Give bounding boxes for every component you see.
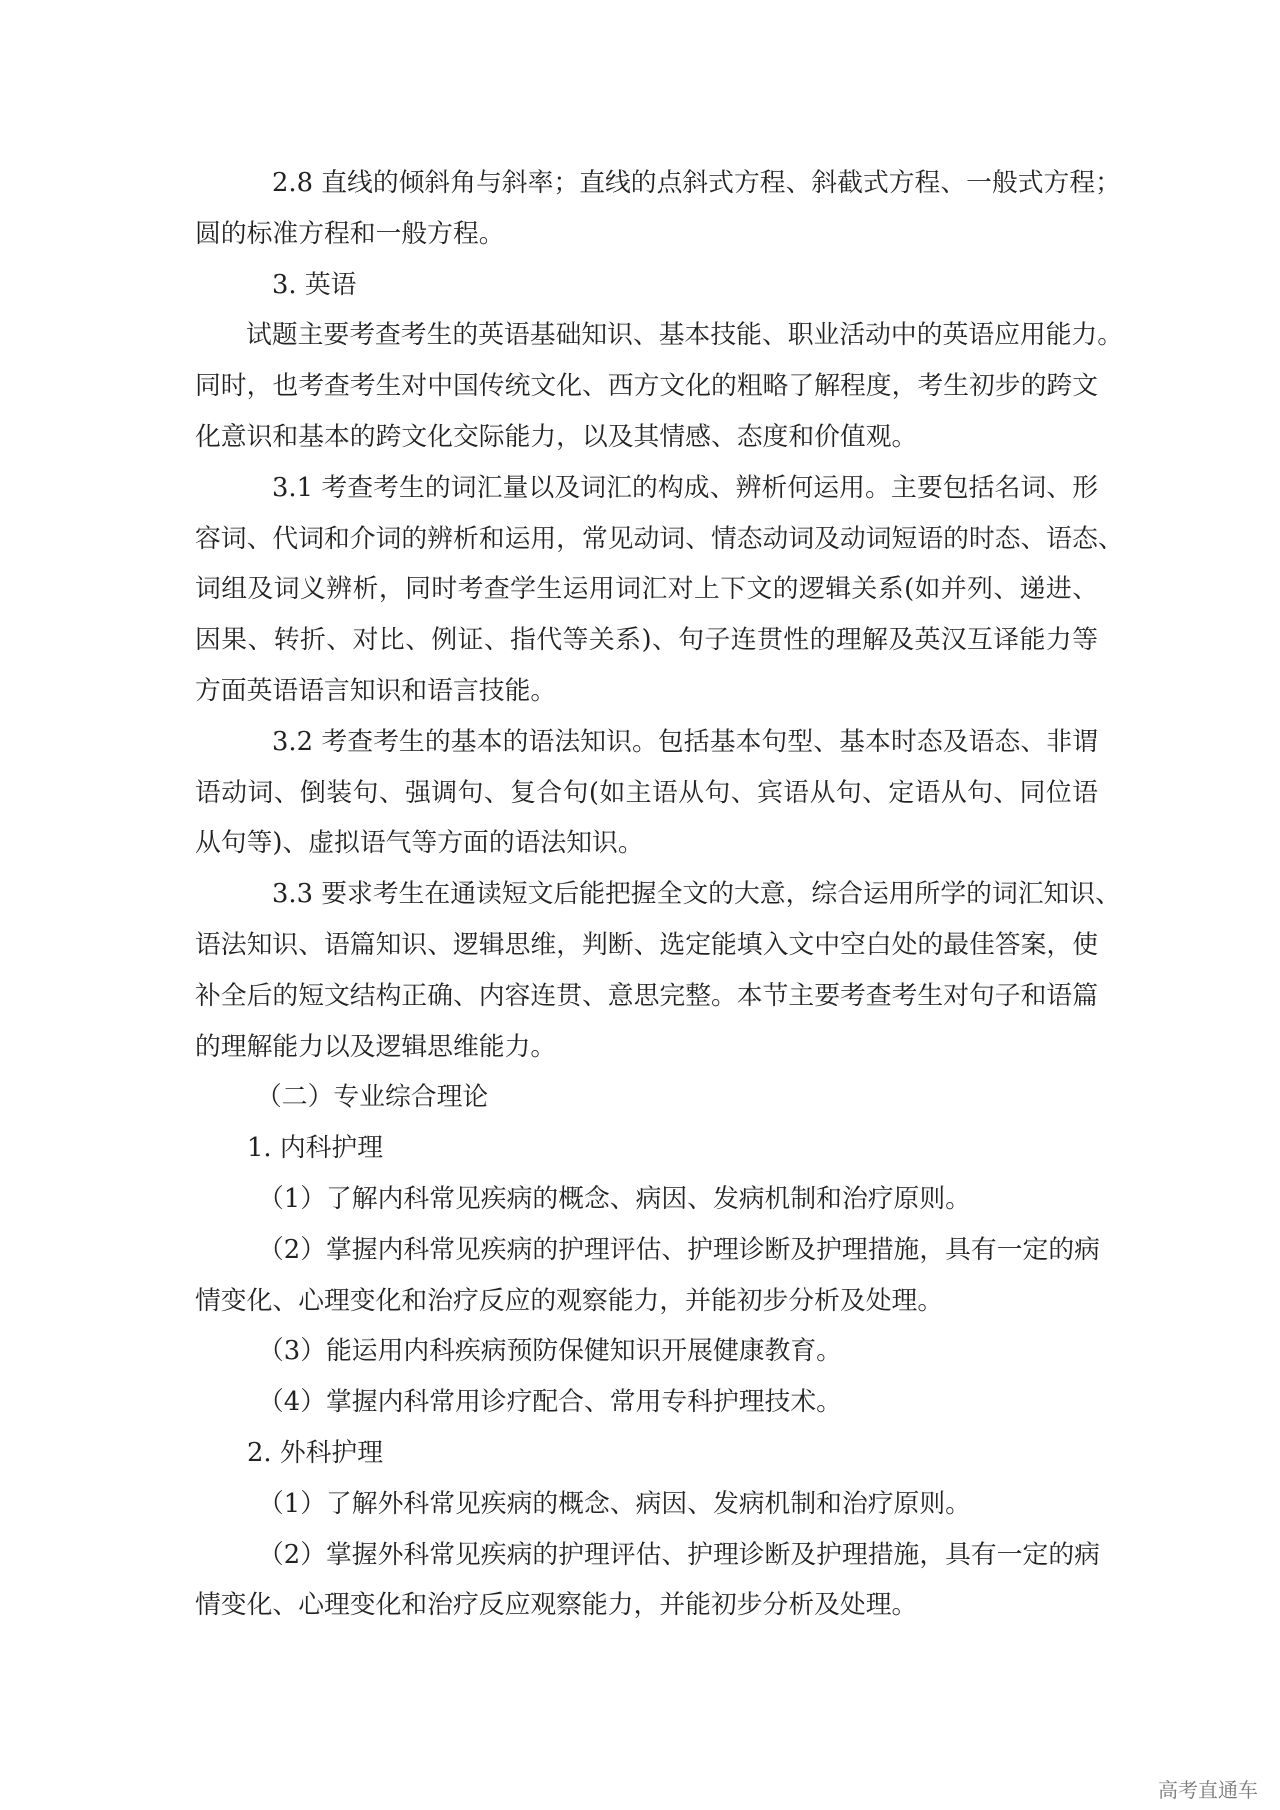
text-line: （2）掌握外科常见疾病的护理评估、护理诊断及护理措施，具有一定的病 <box>258 1539 1100 1570</box>
document-body <box>195 158 1124 1631</box>
text-line: 情变化、心理变化和治疗反应观察能力，并能初步分析及处理。 <box>195 1590 918 1621</box>
text-line: （1）了解内科常见疾病的概念、病因、发病机制和治疗原则。 <box>258 1183 971 1214</box>
text-line: 化意识和基本的跨文化交际能力，以及其情感、态度和价值观。 <box>195 421 918 452</box>
text-line: 方面英语语言知识和语言技能。 <box>195 675 557 706</box>
text-line: 试题主要考查考生的英语基础知识、基本技能、职业活动中的英语应用能力。 <box>246 320 1124 351</box>
text-line: 补全后的短文结构正确、内容连贯、意思完整。本节主要考查考生对句子和语篇 <box>195 980 1098 1011</box>
text-line: 的理解能力以及逻辑思维能力。 <box>195 1031 557 1062</box>
text-line: （2）掌握内科常见疾病的护理评估、护理诊断及护理措施，具有一定的病 <box>258 1234 1100 1265</box>
text-line: 容词、代词和介词的辨析和运用，常见动词、情态动词及动词短语的时态、语态、 <box>195 523 1124 554</box>
text-line: 3.1 考查考生的词汇量以及词汇的构成、辨析何运用。主要包括名词、形 <box>272 472 1098 503</box>
text-line: 圆的标准方程和一般方程。 <box>195 218 505 249</box>
text-line: （3）能运用内科疾病预防保健知识开展健康教育。 <box>258 1336 842 1367</box>
text-line: 词组及词义辨析，同时考查学生运用词汇对上下文的逻辑关系(如并列、递进、 <box>195 574 1098 605</box>
text-line: 3.3 要求考生在通读短文后能把握全文的大意，综合运用所学的词汇知识、 <box>272 879 1121 910</box>
subsection-heading: 2. 外科护理 <box>247 1437 384 1468</box>
text-line: 语动词、倒装句、强调句、复合句(如主语从句、宾语从句、定语从句、同位语 <box>195 777 1098 808</box>
text-line: 情变化、心理变化和治疗反应的观察能力，并能初步分析及处理。 <box>195 1285 944 1316</box>
text-line: 3.2 考查考生的基本的语法知识。包括基本句型、基本时态及语态、非谓 <box>272 726 1098 757</box>
section-heading: 3. 英语 <box>272 269 357 300</box>
subsection-heading: 1. 内科护理 <box>247 1133 384 1164</box>
section-heading: （二）专业综合理论 <box>256 1082 489 1113</box>
text-line: 同时，也考查考生对中国传统文化、西方文化的粗略了解程度，考生初步的跨文 <box>195 371 1098 402</box>
text-line: 语法知识、语篇知识、逻辑思维，判断、选定能填入文中空白处的最佳答案，使 <box>195 929 1098 960</box>
text-line: （4）掌握内科常用诊疗配合、常用专科护理技术。 <box>258 1387 842 1418</box>
text-line: 因果、转折、对比、例证、指代等关系)、句子连贯性的理解及英汉互译能力等 <box>195 625 1098 656</box>
text-line: 从句等)、虚拟语气等方面的语法知识。 <box>195 828 644 859</box>
text-line: （1）了解外科常见疾病的概念、病因、发病机制和治疗原则。 <box>258 1488 971 1519</box>
text-line: 2.8 直线的倾斜角与斜率；直线的点斜式方程、斜截式方程、一般式方程； <box>272 168 1121 198</box>
watermark: 高考直通车 <box>1158 1778 1258 1802</box>
